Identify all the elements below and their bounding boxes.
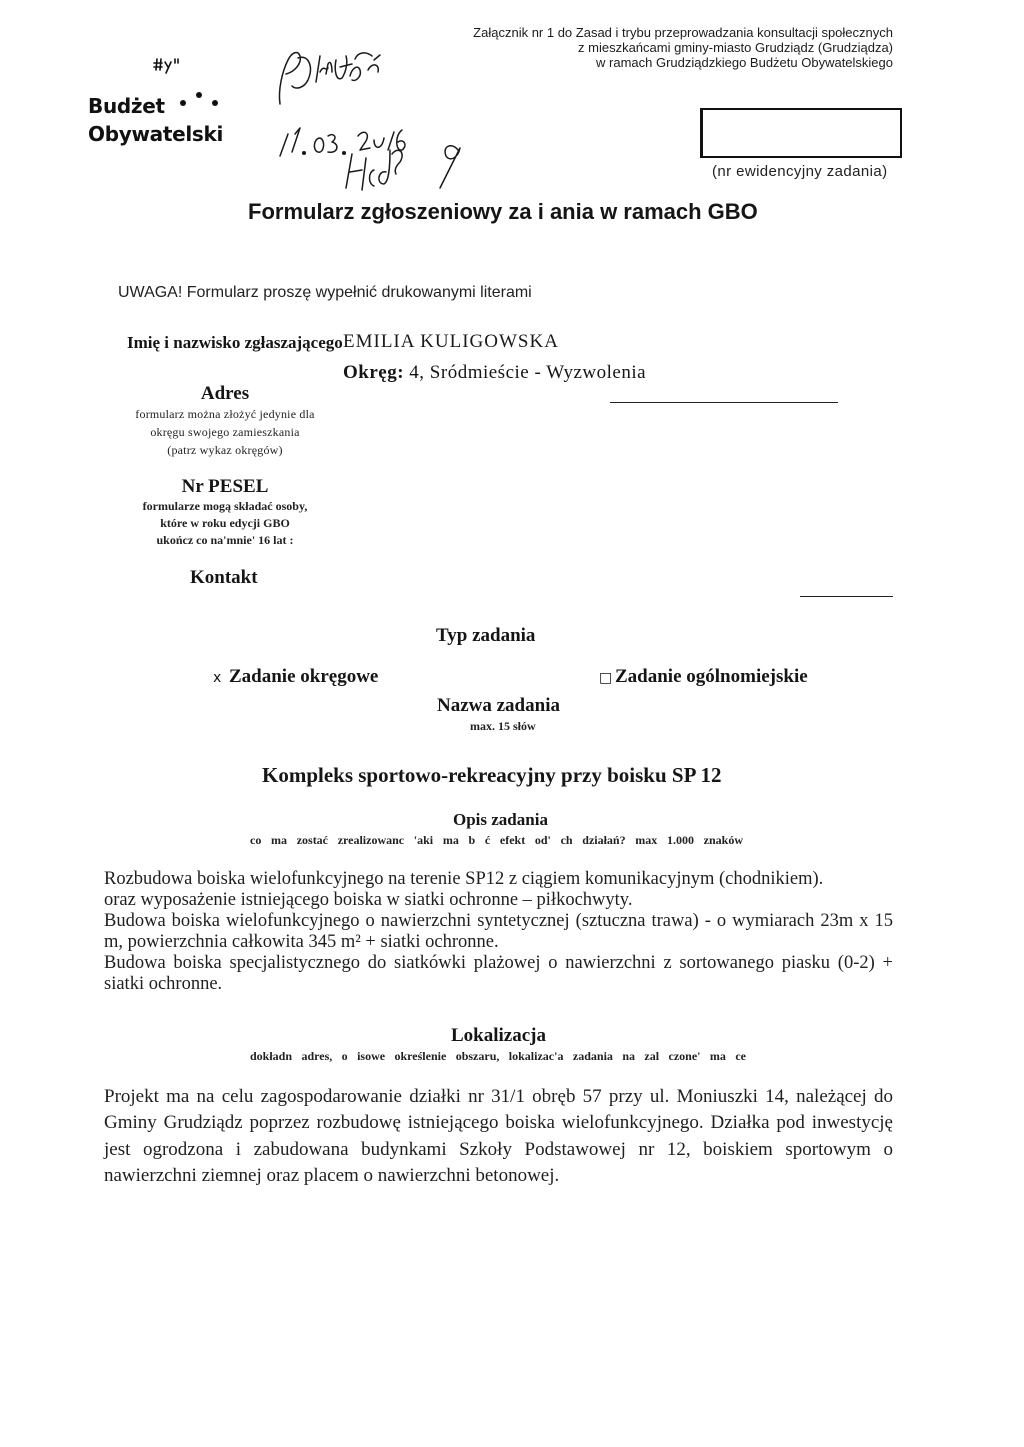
location-body — [104, 1084, 893, 1189]
attachment-line: w ramach Grudziądzkiego Budżetu Obywatelskiego — [596, 55, 893, 70]
description-paragraph: oraz wyposażenie istniejącego boiska w siatki ochronne – piłkochwyty. — [104, 890, 633, 910]
contact-underline — [800, 596, 893, 597]
pesel-hint-line: formularze mogą składać osoby, — [142, 499, 308, 513]
district-value: 4, Sródmieście - Wyzwolenia — [409, 362, 647, 383]
pesel-label: Nr PESEL — [181, 476, 269, 497]
fill-notice: UWAGA! Formularz proszę wypełnić drukowanymi literami — [118, 284, 532, 301]
logo-mark-icon — [150, 56, 184, 76]
location-hint: dokładn adres, o isowe określenie obszaru, lokalizac'a zadania na zal czone' ma ce — [250, 1049, 746, 1063]
address-hint-line: formularz można złożyć jedynie dla — [135, 407, 315, 421]
description-paragraph: Budowa boiska wielofunkcyjnego o nawierzchni syntetycznej (sztuczna trawa) - o wymiarach 23m x 15 m, powierzchnia całkowita 345 m² + siatki ochronne. — [104, 911, 893, 952]
attachment-line: z mieszkańcami gminy-miasto Grudziądz (Grudziądza) — [578, 40, 893, 55]
description-heading: Opis zadania — [453, 810, 548, 829]
pesel-hint-line: ukończ co na'mnie' 16 lat : — [156, 533, 294, 547]
location-paragraph: Projekt ma na celu zagospodarowanie działki nr 31/1 obręb 57 przy ul. Moniuszki 14, należącej do Gminy Grudziądz poprzez rozbudowę istniejącego boiska wielofunkcyjnego. Działka pod inwestycję jest ogrodzona i zabudowana budynkami Szkoły Podstawowej nr 12, boiskiem sportowym o nawierzchni ziemnej oraz placem o nawierzchni betonowej. — [104, 1086, 893, 1186]
task-name-hint: max. 15 słów — [470, 719, 536, 733]
applicant-value: EMILIA KULIGOWSKA — [343, 331, 559, 352]
description-hint: co ma zostać zrealizowanc 'aki ma b ć efekt od' ch działań? max 1.000 znaków — [250, 833, 743, 847]
logo-line-1: Budżet — [88, 94, 165, 118]
task-name-heading: Nazwa zadania — [437, 695, 560, 716]
task-type-option-label: Zadanie okręgowe — [229, 666, 379, 687]
attachment-line: Załącznik nr 1 do Zasad i trybu przeprowadzania konsultacji społecznych — [473, 25, 893, 40]
applicant-label: Imię i nazwisko zgłaszającego — [127, 333, 343, 352]
empty-checkbox-icon: □ — [599, 670, 613, 686]
task-type-option-label: Zadanie ogólnomiejskie — [615, 666, 808, 687]
form-title: Formularz zgłoszeniowy za i ania w ramach GBO — [248, 199, 758, 224]
attachment-note — [473, 25, 893, 70]
description-paragraph: Rozbudowa boiska wielofunkcyjnego na terenie SP12 z ciągiem komunikacyjnym (chodnikiem). — [104, 869, 824, 889]
checked-mark-icon: x — [213, 670, 222, 686]
task-name-value: Kompleks sportowo-rekreacyjny przy boisku SP 12 — [262, 763, 722, 787]
registration-number-box — [700, 108, 902, 158]
address-underline — [610, 402, 838, 403]
description-body — [104, 869, 893, 995]
address-block — [125, 383, 325, 459]
address-label: Adres — [200, 383, 250, 404]
district-label: Okręg: — [343, 362, 405, 383]
task-type-heading: Typ zadania — [436, 625, 536, 646]
pesel-block — [125, 476, 325, 549]
logo-dots-icon — [178, 90, 220, 108]
district-line — [343, 362, 646, 384]
contact-label: Kontakt — [190, 567, 258, 588]
registration-number-label: (nr ewidencyjny zadania) — [712, 163, 888, 180]
pesel-hint-line: które w roku edycji GBO — [160, 516, 290, 530]
task-type-option-district — [213, 666, 378, 688]
description-paragraph: Budowa boiska specjalistycznego do siatkówki plażowej o nawierzchni z sortowanego piasku (0-2) + siatki ochronne. — [104, 953, 893, 994]
address-hint-line: okręgu swojego zamieszkania — [150, 425, 300, 439]
handwritten-receipt-note — [262, 42, 482, 197]
task-type-option-citywide — [599, 666, 808, 688]
address-hint-line: (patrz wykaz okręgów) — [167, 443, 283, 457]
location-heading: Lokalizacja — [451, 1025, 546, 1046]
logo-line-2: Obywatelski — [88, 122, 224, 146]
